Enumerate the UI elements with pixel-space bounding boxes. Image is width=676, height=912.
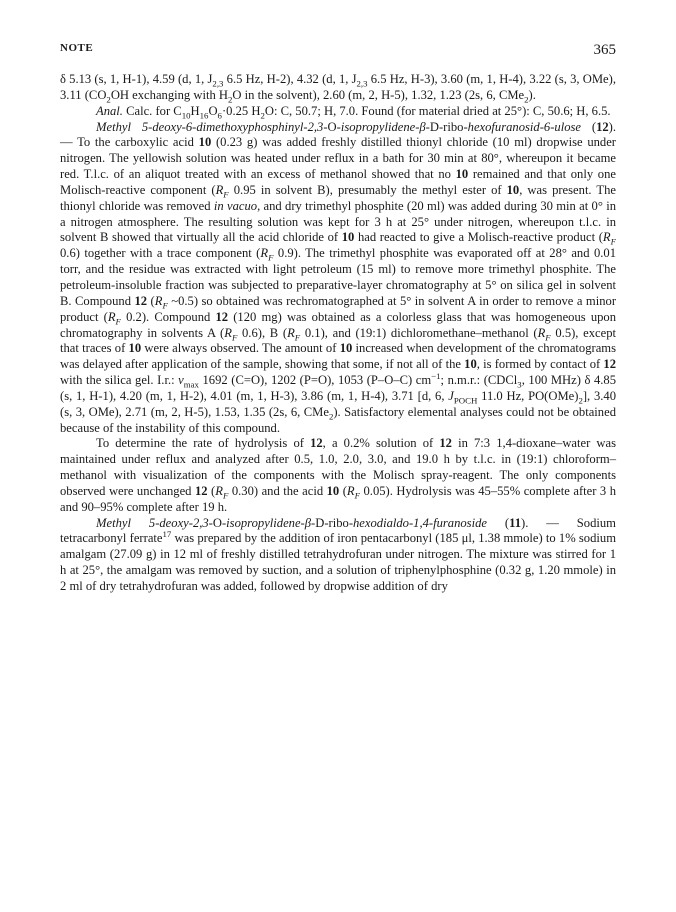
page-number: 365 [593, 42, 616, 58]
compound-12-procedure: Methyl 5-deoxy-6-dimethoxyphosphinyl-2,3-O-isopropylidene-β-D-ribo-hexofuranosid-6-ulose (12). — To the carboxylic acid 10 (0.23 g) was added freshly distilled thionyl chloride (10 ml) dropwise under nitrogen. The yellowish solution was heated under reflux in a bath for 30 min at 80°, whereupon it became red. T.l.c. of an aliquot treated with an excess of methanol showed that no 10 remained and that only one Molisch-reactive component ($R_F$ 0.95 in solvent B), presumably the methyl ester of 10, was present. The thionyl chloride was removed in vacuo, and dry trimethyl phosphite (20 ml) was added during 30 min at 0° in a nitrogen atmosphere. The resulting solution was kept for 3 h at 25° under nitrogen, whereupon t.l.c. in solvent B showed that virtually all the acid chloride of 10 had reacted to give a Molisch-reactive product ($R_F$ 0.6) together with a trace component ($R_F$ 0.9). The trimethyl phosphite was evaporated off at 28° and 0.01 torr, and the residue was extracted with light petroleum (15 ml) to remove more trimethyl phosphite. The petroleum-insoluble fraction was subjected to preparative-layer chromatography at 5° on silica gel in solvent B. Compound 12 ($R_F$ ~0.5) so obtained was rechromatographed at 5° in solvent A in order to remove a minor product ($R_F$ 0.2). Compound 12 (120 mg) was obtained as a colorless glass that was homogeneous upon chromatography in solvents A ($R_F$ 0.6), B ($R_F$ 0.1), and (19:1) dichloromethane–methanol ($R_F$ 0.5), except that traces of 10 were always observed. The amount of 10 increased when development of the chromatograms was delayed after application of the sample, showing that some, if not all of the 10, is formed by contact of 12 with the silica gel. I.r.: $\nu_{max}$ 1692 (C=O), 1202 (P=O), 1053 (P–O–C) $cm^{-1}$; n.m.r.: (CDCl$_3$, 100 MHz) δ 4.85 (s, 1, H-1), 4.20 (m, 1, H-2), 4.01 (m, 1, H-3), 3.86 (m, 1, H-4), 3.71 [d, 6, $J_{POCH}$ 11.0 Hz, $PO(OMe)_2$], 3.40 (s, 3, OMe), 2.71 (m, 2, H-5), 1.53, 1.35 (2s, 6, CMe$_2$). Satisfactory elemental analyses could not be obtained because of the instability of this compound. [60, 119, 617, 435]
compound-11-procedure: Methyl 5-deoxy-2,3-O-isopropylidene-β-D-ribo-hexodialdo-1,4-furanoside (11). — Sodium tetracarbonyl ferrate$^{17}$ was prepared by the addition of iron pentacarbonyl (185 μl, 1.38 mmole) to 1% sodium amalgam (27.09 g) in 12 ml of freshly distilled tetrahydrofuran under nitrogen. The mixture was stirred for 1 h at 25°, the amalgam was removed by suction, and a solution of triphenylphosphine (0.32 g, 1.20 mmole) in 2 ml of dry tetrahydrofuran was added, followed by dropwise addition of dry [60, 515, 616, 593]
analysis-paragraph: Anal. Calc. for $C_{10}H_{16}O_6\cdot 0.25$ $H_2O$: C, 50.7; H, 7.0. Found (for material dried at 25°): C, 50.6; H, 6.5. [96, 103, 611, 121]
article-body [60, 72, 616, 595]
section-label: NOTE [60, 42, 94, 54]
nmr-data-paragraph: δ 5.13 (s, 1, H-1), 4.59 (d, 1, $J_{2,3}$ 6.5 Hz, H-2), 4.32 (d, 1, $J_{2,3}$ 6.5 Hz, H-3), 3.60 (m, 1, H-4), 3.22 (s, 3, OMe), 3.11 ($CO_2OH$ exchanging with $H_2O$ in the solvent), 2.60 (m, 2, H-5), 1.32, 1.23 (2s, 6, CMe$_2$). [60, 72, 616, 105]
hydrolysis-paragraph: To determine the rate of hydrolysis of 12, a 0.2% solution of 12 in 7:3 1,4-dioxane–water was maintained under reflux and analyzed after 0.5, 1.0, 2.0, 3.0, and 19.0 h by t.l.c. in (19:1) chloroform–methanol with visualization of the components with the Molisch spray-reagent. The only components observed were unchanged 12 ($R_F$ 0.30) and the acid 10 ($R_F$ 0.05). Hydrolysis was 45–55% complete after 3 h and 90–95% complete after 19 h. [60, 436, 617, 514]
running-head [60, 42, 616, 62]
